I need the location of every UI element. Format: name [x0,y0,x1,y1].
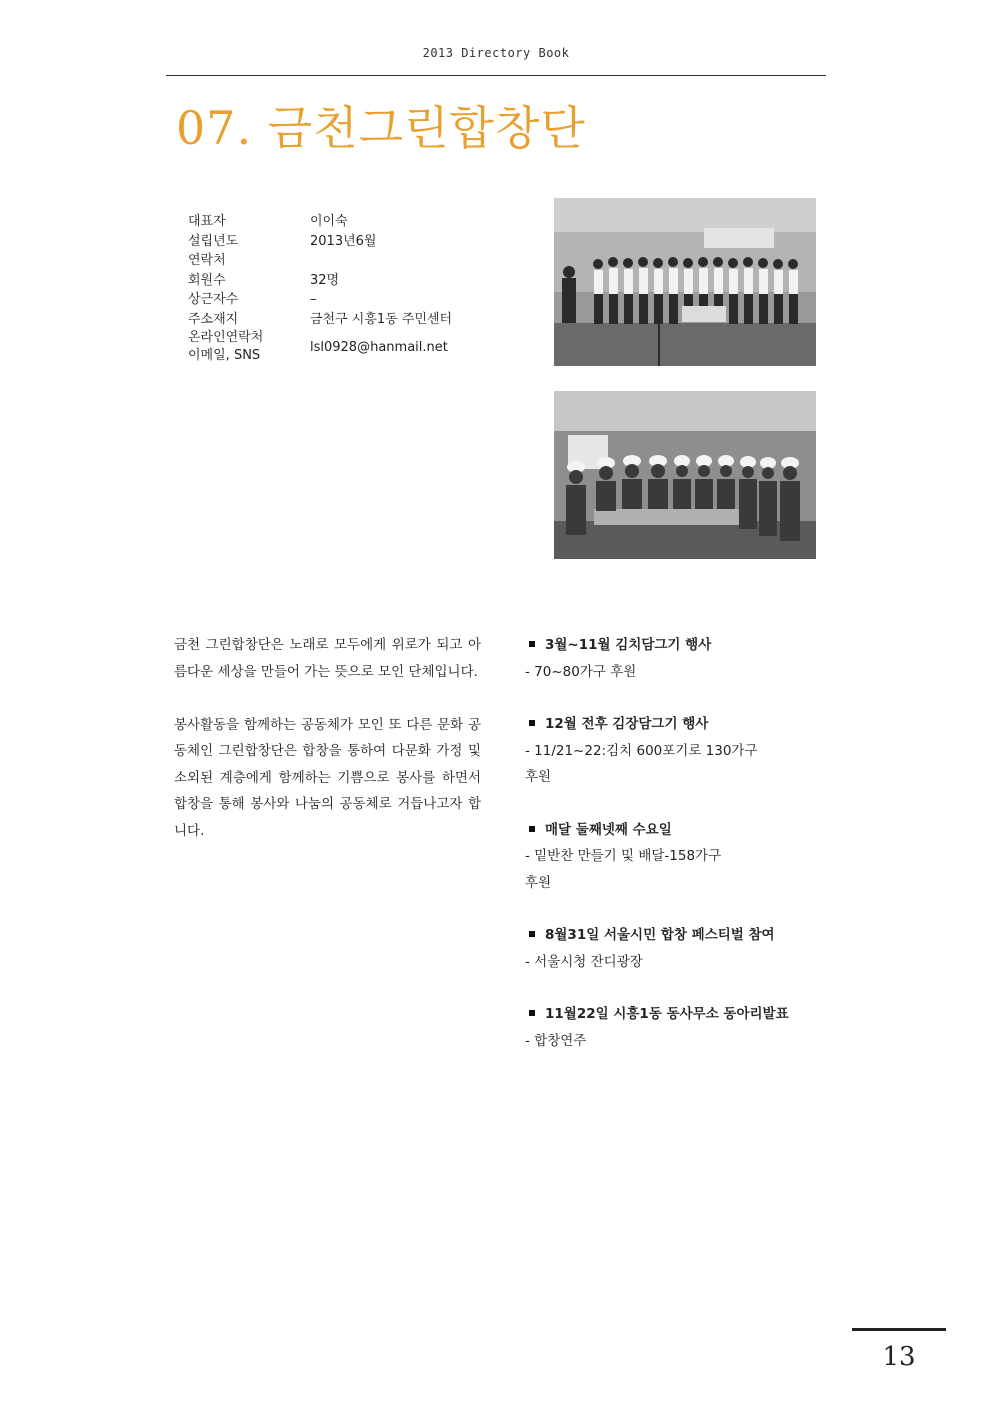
page-title: 07. 금천그린합창단 [176,101,586,155]
header-title: 2013 Directory Book [422,46,570,60]
page-number: 13 [882,1342,916,1372]
activity-title-text: 12월 전후 김장담그기 행사 [545,716,709,732]
activity-title-text: 11월22일 시흥1동 동사무소 동아리발표 [545,1006,789,1022]
square-bullet-icon [529,826,535,832]
activity-title [525,632,825,659]
activity-detail: - 밑반찬 만들기 및 배달-158가구 후원 [525,848,722,891]
activity-title-text: 3월~11월 김치담그기 행사 [545,637,712,653]
info-label: 연락처 [188,253,226,268]
info-value: 이이숙 [310,214,348,229]
info-label: 설립년도 [188,233,239,249]
activity-detail: - 합창연주 [525,1032,587,1049]
activity-item [525,1001,825,1054]
intro-text [174,632,481,844]
choir-kimchi-volunteer-photo [554,391,816,559]
activity-detail: - 서울시청 잔디광장 [525,953,643,970]
activity-title [525,1001,825,1028]
info-label: 대표자 [188,214,226,229]
intro-paragraph: 금천 그린합창단은 노래로 모두에게 위로가 되고 아름다운 세상을 만들어 가는 뜻으로 모인 단체입니다. [174,637,481,680]
activity-item [525,817,825,897]
info-value: 32명 [310,272,340,288]
activity-item [525,922,825,975]
info-label: 온라인연락처 이메일, SNS [188,330,264,363]
activity-detail: - 11/21~22:김치 600포기로 130가구 후원 [525,742,758,785]
info-label: 주소재지 [188,311,239,327]
activity-item [525,711,825,791]
square-bullet-icon [529,641,535,647]
intro-paragraph: 봉사활동을 함께하는 공동체가 모인 또 다른 문화 공동체인 그린합창단은 합창을 통하여 다문화 가정 및 소외된 계층에게 함께하는 기쁨으로 봉사를 하면서 합창을 통해 봉사와 나눔의 공동체로 거듭나고자 합니다. [174,716,481,839]
info-value: – [310,292,317,307]
square-bullet-icon [529,931,535,937]
activities-list [525,632,825,1080]
info-label: 상근자수 [188,292,239,307]
header-rule [166,75,826,76]
activity-title [525,922,825,949]
choir-performance-photo [554,198,816,366]
activity-title-text: 매달 둘째넷째 수요일 [545,821,672,838]
email-link[interactable]: lsl0928@hanmail.net [310,340,448,355]
activity-title [525,711,825,738]
activity-title-text: 8월31일 서울시민 합창 페스티벌 참여 [545,927,775,943]
activity-title [525,817,825,844]
activity-detail: - 70~80가구 후원 [525,663,637,680]
info-value: 금천구 시흥1동 주민센터 [310,311,453,327]
info-value: 2013년6월 [310,233,377,249]
footer-rule [852,1328,946,1331]
square-bullet-icon [529,720,535,726]
info-label: 회원수 [188,272,226,288]
square-bullet-icon [529,1010,535,1016]
activity-item [525,632,825,685]
